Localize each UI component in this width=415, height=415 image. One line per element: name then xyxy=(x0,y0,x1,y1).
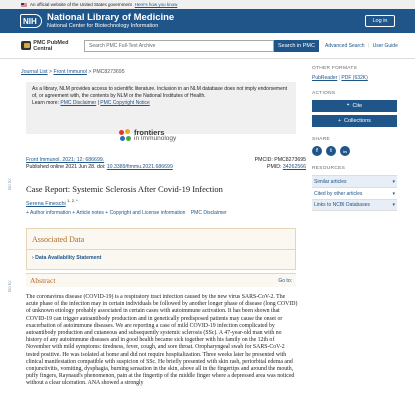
cited-by-label: Cited by other articles xyxy=(314,190,363,197)
copyright-link[interactable]: Copyright and License information xyxy=(109,210,186,216)
author-affiliation: 1, 2, * xyxy=(67,198,78,203)
pdf-link[interactable]: PDF (632K) xyxy=(341,75,368,81)
article-info-links: + Author information + Article notes + Copyright and License information PMC Disclaimer xyxy=(26,210,227,216)
ncbi-links-label: Links to NCBI Databases xyxy=(314,202,370,208)
pmcid: PMCID: PMC8273695 xyxy=(254,157,306,163)
nih-logo[interactable]: NIH xyxy=(20,14,42,28)
author-list xyxy=(26,198,78,207)
us-flag-icon xyxy=(21,3,27,7)
journal-logo-name: frontiers xyxy=(134,127,165,137)
author-information-link[interactable]: Author information xyxy=(30,210,71,216)
pmc-logo-icon xyxy=(21,41,31,50)
share-heading: SHARE xyxy=(312,137,331,142)
other-formats-heading: OTHER FORMATS xyxy=(312,66,358,71)
chevron-down-icon: ▾ xyxy=(392,202,395,208)
abstract-title: Abstract xyxy=(30,276,56,285)
collections-label: Collections xyxy=(344,118,371,124)
ncbi-links-item[interactable] xyxy=(312,199,397,211)
cite-label: Cite xyxy=(352,103,363,109)
pmid-label: PMID: xyxy=(267,164,282,170)
breadcrumb-article-id: PMC8273695 xyxy=(92,69,125,75)
user-guide-link[interactable]: User Guide xyxy=(372,43,398,49)
right-sidebar xyxy=(312,66,397,211)
disclaimer-text: As a library, NLM provides access to scientific literature. Inclusion in an NLM database does not imply endorsement of, or agreement with, the contents by NLM or the National Institutes of Health. xyxy=(32,86,288,99)
data-availability-link[interactable] xyxy=(27,255,295,261)
chevron-down-icon: ▾ xyxy=(392,190,395,197)
quote-icon: ❝ xyxy=(346,103,350,109)
pmc-copyright-link[interactable]: PMC Copyright Notice xyxy=(100,100,150,106)
chevron-right-icon: › xyxy=(32,255,36,261)
login-button[interactable]: Log in xyxy=(365,15,395,27)
gov-banner-text: An official website of the United States government xyxy=(30,2,132,7)
search-button[interactable]: Search in PMC xyxy=(274,40,319,52)
doi-link[interactable]: 10.3389/fimmu.2021.686699 xyxy=(106,164,173,170)
search-links: Advanced Search | User Guide xyxy=(325,43,398,49)
abstract-text: The coronavirus disease (COVID-19) is a respiratory tract infection caused by the new virus SARS-CoV-2. The acute phase of the infection may in certain individuals be followed by another longer phase of disease (long COVID) of unknown etiology probably associated in certain cases with autoimmune activation. It has been shown that COVID-19 can trigger autoantibody production and in genetically predisposed patients may cause the onset or exacerbation of autoimmune diseases. We are reporting a case of mild COVID-19 infection complicated by autoantibody production and cutaneous and subsequently systemic sclerosis (SSc). A 47-year-old man with no history of any autoimmune diseases and in good health became sick together with his family on the 12th of November with mild symptoms: tiredness, fever, cough, and sore throat. Oropharyngeal swab for SARS-CoV-2 tested positive. He was isolated at home and did not require hospitalization. Three weeks later he presented with clinical manifestation compatible with suspicion of SSc. He briefly presented with skin rash, periorbital edema and conjunctivitis, vomiting, dysphagia, burning sensation in the skin, above all in the fingertips and around the mouth, puffy fingers, Raynaud's phenomenon, pain at the fingertip of the middle finger where a depressed area was noticed without a clear ulceration. ANA showed a strongly xyxy=(26,294,298,387)
pmc-brand-label: PMC PubMed Central xyxy=(33,39,69,52)
associated-data-title: Associated Data xyxy=(32,235,85,244)
twitter-icon[interactable]: t xyxy=(326,146,336,156)
breadcrumb-journal-list[interactable]: Journal List xyxy=(21,69,48,75)
pubreader-link[interactable]: PubReader xyxy=(312,75,338,81)
pmid-link[interactable]: 34262566 xyxy=(282,164,306,170)
cited-by-item[interactable] xyxy=(312,187,397,199)
gov-banner xyxy=(0,0,415,9)
facebook-icon[interactable]: f xyxy=(312,146,322,156)
actions-heading: ACTIONS xyxy=(312,91,336,96)
pmc-logo[interactable] xyxy=(21,40,81,52)
side-goto-top[interactable]: Go to: xyxy=(7,178,12,191)
side-goto-bottom[interactable]: Go to: xyxy=(7,280,12,293)
nlm-subtitle: National Center for Biotechnology Information xyxy=(47,22,159,29)
abstract-header xyxy=(26,273,296,287)
pmc-disclaimer-link-2[interactable]: PMC Disclaimer xyxy=(190,210,227,216)
article-notes-link[interactable]: Article notes xyxy=(76,210,104,216)
article-title: Case Report: Systemic Sclerosis After Covid-19 Infection xyxy=(26,184,223,194)
gov-banner-link[interactable]: Here's how you know xyxy=(134,2,178,7)
article-meta xyxy=(26,157,306,171)
similar-articles-item[interactable] xyxy=(312,175,397,187)
linkedin-icon[interactable]: in xyxy=(340,146,350,156)
divider xyxy=(27,249,295,250)
search-bar xyxy=(0,33,415,59)
advanced-search-link[interactable]: Advanced Search xyxy=(325,43,365,49)
data-availability-label: Data Availability Statement xyxy=(35,255,102,261)
learn-more-label: Learn more: xyxy=(32,100,59,106)
nlm-brand[interactable] xyxy=(47,13,174,30)
breadcrumb-journal[interactable]: Front Immunol xyxy=(53,69,87,75)
journal-logo[interactable] xyxy=(118,125,188,147)
resources-heading: RESOURCES xyxy=(312,166,346,171)
cite-button[interactable] xyxy=(312,100,397,112)
pmc-disclaimer-link[interactable]: PMC Disclaimer xyxy=(60,100,97,106)
chevron-down-icon: ▾ xyxy=(392,178,395,185)
author-link[interactable]: Serena Fineschi xyxy=(26,200,66,207)
journal-citation[interactable]: Front Immunol. 2021; 12: 686699. xyxy=(26,157,105,163)
breadcrumb: Journal List > Front Immunol > PMC8273695 xyxy=(21,69,125,75)
search-input[interactable]: Search PMC Full-Text Archive xyxy=(84,40,274,52)
similar-articles-label: Similar articles xyxy=(314,178,347,185)
format-links: PubReader | PDF (632K) xyxy=(312,75,368,81)
goto-link[interactable]: Go to: xyxy=(278,277,292,284)
published-line: Published online 2021 Jun 28. doi: xyxy=(26,164,106,170)
associated-data-box xyxy=(26,228,296,270)
plus-icon: + xyxy=(338,118,341,124)
nlm-title: National Library of Medicine xyxy=(47,11,175,23)
disclaimer-separator: | xyxy=(97,100,99,106)
frontiers-logo-icon xyxy=(118,129,132,143)
share-buttons xyxy=(312,146,397,156)
nlm-header xyxy=(0,9,415,33)
journal-logo-sub: in Immunology xyxy=(134,135,177,142)
collections-button[interactable] xyxy=(312,115,397,127)
